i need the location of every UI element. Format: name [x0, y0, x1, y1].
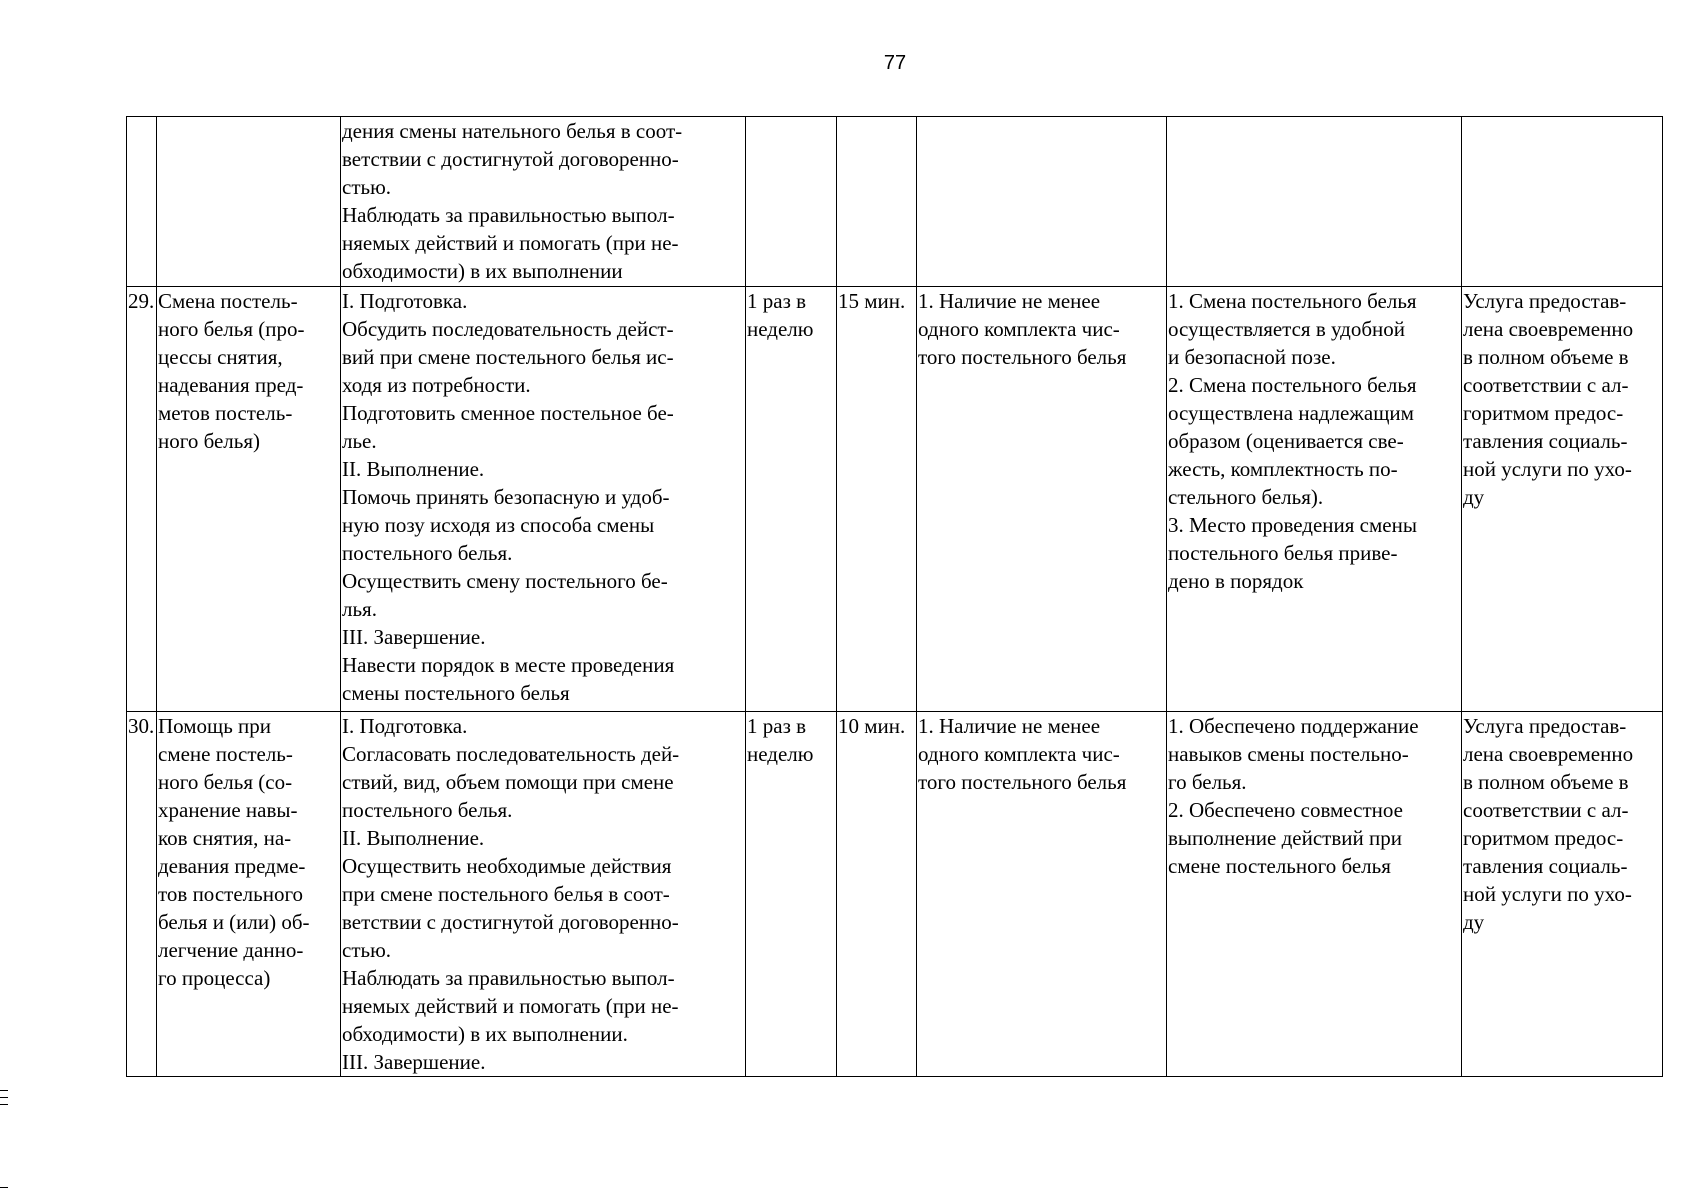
service-name-cell: [157, 287, 341, 712]
results-cell: [1167, 712, 1462, 1077]
margin-mark: [0, 1187, 8, 1188]
cell-text-line: легчение данно-: [158, 938, 304, 962]
results-cell: [1167, 287, 1462, 712]
row-number-cell: [127, 712, 157, 1077]
frequency-cell: [746, 287, 837, 712]
duration-cell: [837, 287, 917, 712]
evaluation-cell: [1462, 117, 1663, 287]
cell-text-line: 30.: [128, 714, 155, 738]
cell-text-line: II. Выполнение.: [342, 457, 485, 481]
cell-text-line: цессы снятия,: [158, 345, 283, 369]
cell-text-line: 1. Смена постельного белья: [1168, 289, 1417, 313]
cell-text-line: ной услуги по ухо-: [1463, 882, 1632, 906]
cell-text-line: Помощь при: [158, 714, 272, 738]
cell-text-line: Наблюдать за правильностью выпол-: [342, 966, 675, 990]
cell-text-line: дено в порядок: [1168, 569, 1304, 593]
table-row: [127, 287, 1663, 712]
evaluation-cell: [1462, 712, 1663, 1077]
cell-text-line: выполнение действий при: [1168, 826, 1402, 850]
cell-text-line: ного белья (со-: [158, 770, 293, 794]
actions-cell: [341, 712, 746, 1077]
cell-text-line: девания предме-: [158, 854, 306, 878]
cell-text-line: того постельного белья: [918, 770, 1127, 794]
margin-mark: [0, 1104, 8, 1105]
cell-text-line: лье.: [342, 429, 377, 453]
cell-text-line: постельного белья.: [342, 541, 513, 565]
cell-text-line: няемых действий и помогать (при не-: [342, 994, 679, 1018]
cell-text-line: 15 мин.: [838, 289, 906, 313]
cell-text-line: 1 раз в: [747, 289, 807, 313]
cell-text-line: тавления социаль-: [1463, 854, 1628, 878]
cell-text-line: Подготовить сменное постельное бе-: [342, 401, 674, 425]
cell-text-line: III. Завершение.: [342, 1050, 486, 1074]
cell-text-line: Осуществить смену постельного бе-: [342, 569, 668, 593]
cell-text-line: I. Подготовка.: [342, 714, 468, 738]
cell-text-line: 1. Наличие не менее: [918, 289, 1101, 313]
cell-text-line: смены постельного белья: [342, 681, 570, 705]
cell-text-line: 10 мин.: [838, 714, 906, 738]
cell-text-line: 1 раз в: [747, 714, 807, 738]
cell-text-line: Услуга предостав-: [1463, 714, 1627, 738]
cell-text-line: стью.: [342, 938, 392, 962]
cell-text-line: горитмом предос-: [1463, 401, 1624, 425]
cell-text-line: навыков смены постельно-: [1168, 742, 1409, 766]
cell-text-line: ного белья): [158, 429, 261, 453]
cell-text-line: надевания пред-: [158, 373, 304, 397]
cell-text-line: ную позу исходя из способа смены: [342, 513, 655, 537]
table-body: [127, 117, 1663, 1077]
cell-text-line: при смене постельного белья в соот-: [342, 882, 670, 906]
cell-text-line: ветствии с достигнутой договоренно-: [342, 910, 679, 934]
cell-text-line: тов постельного: [158, 882, 304, 906]
cell-text-line: горитмом предос-: [1463, 826, 1624, 850]
cell-text-line: лена своевременно: [1463, 742, 1634, 766]
duration-cell: [837, 712, 917, 1077]
frequency-cell: [746, 712, 837, 1077]
cell-text-line: 2. Обеспечено совместное: [1168, 798, 1403, 822]
cell-text-line: ствий, вид, объем помощи при смене: [342, 770, 674, 794]
cell-text-line: осуществлена надлежащим: [1168, 401, 1414, 425]
cell-text-line: смене постельного белья: [1168, 854, 1391, 878]
cell-text-line: одного комплекта чис-: [918, 317, 1120, 341]
cell-text-line: го процесса): [158, 966, 271, 990]
cell-text-line: II. Выполнение.: [342, 826, 485, 850]
cell-text-line: осуществляется в удобной: [1168, 317, 1406, 341]
margin-mark: [0, 1097, 8, 1098]
cell-text-line: I. Подготовка.: [342, 289, 468, 313]
cell-text-line: стельного белья).: [1168, 485, 1324, 509]
cell-text-line: Помочь принять безопасную и удоб-: [342, 485, 670, 509]
cell-text-line: ного белья (про-: [158, 317, 305, 341]
cell-text-line: соответствии с ал-: [1463, 798, 1629, 822]
margin-mark: [0, 1090, 8, 1091]
cell-text-line: Согласовать последовательность дей-: [342, 742, 680, 766]
cell-text-line: Услуга предостав-: [1463, 289, 1627, 313]
cell-text-line: ду: [1463, 485, 1485, 509]
cell-text-line: неделю: [747, 742, 814, 766]
cell-text-line: Обсудить последовательность дейст-: [342, 317, 674, 341]
cell-text-line: хранение навы-: [158, 798, 298, 822]
cell-text-line: 29.: [128, 289, 155, 313]
cell-text-line: дения смены нательного белья в соот-: [342, 119, 683, 143]
conditions-cell: [917, 117, 1167, 287]
cell-text-line: Осуществить необходимые действия: [342, 854, 672, 878]
cell-text-line: 2. Смена постельного белья: [1168, 373, 1417, 397]
row-number-cell: [127, 287, 157, 712]
table-row: [127, 712, 1663, 1077]
cell-text-line: и безопасной позе.: [1168, 345, 1336, 369]
service-name-cell: [157, 117, 341, 287]
cell-text-line: соответствии с ал-: [1463, 373, 1629, 397]
cell-text-line: ветствии с достигнутой договоренно-: [342, 147, 679, 171]
cell-text-line: Навести порядок в месте проведения: [342, 653, 675, 677]
actions-cell: [341, 287, 746, 712]
cell-text-line: обходимости) в их выполнении: [342, 259, 623, 283]
cell-text-line: няемых действий и помогать (при не-: [342, 231, 679, 255]
cell-text-line: ной услуги по ухо-: [1463, 457, 1632, 481]
cell-text-line: ду: [1463, 910, 1485, 934]
cell-text-line: 1. Обеспечено поддержание: [1168, 714, 1419, 738]
table-row: [127, 117, 1663, 287]
cell-text-line: Смена постель-: [158, 289, 298, 313]
cell-text-line: обходимости) в их выполнении.: [342, 1022, 628, 1046]
cell-text-line: постельного белья.: [342, 798, 513, 822]
duration-cell: [837, 117, 917, 287]
cell-text-line: го белья.: [1168, 770, 1247, 794]
cell-text-line: тавления социаль-: [1463, 429, 1628, 453]
cell-text-line: в полном объеме в: [1463, 770, 1629, 794]
results-cell: [1167, 117, 1462, 287]
cell-text-line: стью.: [342, 175, 392, 199]
cell-text-line: того постельного белья: [918, 345, 1127, 369]
cell-text-line: ходя из потребности.: [342, 373, 531, 397]
conditions-cell: [917, 712, 1167, 1077]
cell-text-line: ков снятия, на-: [158, 826, 292, 850]
cell-text-line: лья.: [342, 597, 377, 621]
evaluation-cell: [1462, 287, 1663, 712]
cell-text-line: в полном объеме в: [1463, 345, 1629, 369]
cell-text-line: смене постель-: [158, 742, 293, 766]
actions-cell: [341, 117, 746, 287]
cell-text-line: жесть, комплектность по-: [1168, 457, 1398, 481]
cell-text-line: одного комплекта чис-: [918, 742, 1120, 766]
cell-text-line: III. Завершение.: [342, 625, 486, 649]
service-name-cell: [157, 712, 341, 1077]
cell-text-line: неделю: [747, 317, 814, 341]
cell-text-line: метов постель-: [158, 401, 293, 425]
cell-text-line: лена своевременно: [1463, 317, 1634, 341]
cell-text-line: образом (оценивается све-: [1168, 429, 1404, 453]
conditions-cell: [917, 287, 1167, 712]
cell-text-line: постельного белья приве-: [1168, 541, 1398, 565]
frequency-cell: [746, 117, 837, 287]
services-table: [126, 116, 1663, 1077]
cell-text-line: белья и (или) об-: [158, 910, 310, 934]
cell-text-line: вий при смене постельного белья ис-: [342, 345, 674, 369]
cell-text-line: 3. Место проведения смены: [1168, 513, 1417, 537]
cell-text-line: Наблюдать за правильностью выпол-: [342, 203, 675, 227]
cell-text-line: 1. Наличие не менее: [918, 714, 1101, 738]
row-number-cell: [127, 117, 157, 287]
page-number: 77: [883, 52, 907, 74]
